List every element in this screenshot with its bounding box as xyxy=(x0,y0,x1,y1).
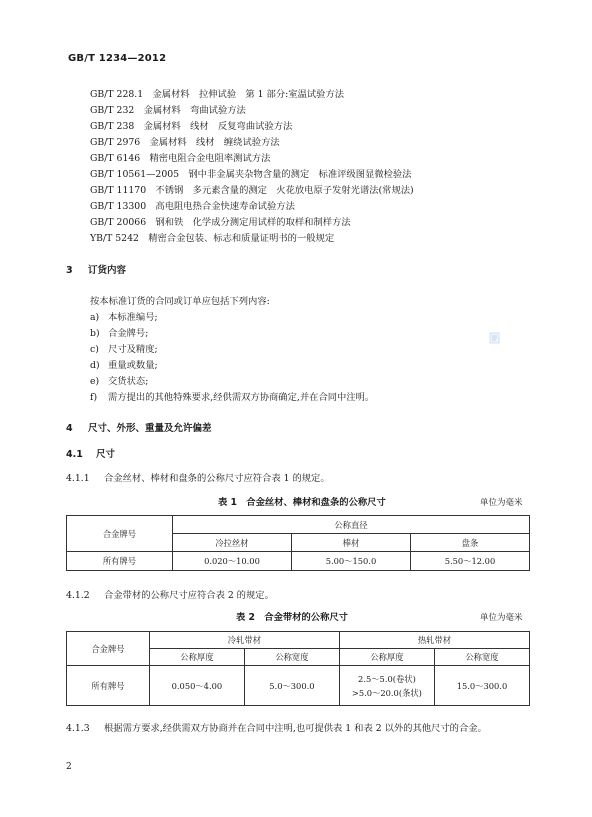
standard-ref: GB/T 238 金属材料 线材 反复弯曲试验方法 xyxy=(90,121,293,132)
list-letter: a) xyxy=(90,312,100,323)
table-cell-line: >5.0～20.0(条状) xyxy=(351,687,422,698)
table-cell: 5.0～300.0 xyxy=(244,666,339,706)
list-item xyxy=(90,309,158,323)
list-letter: c) xyxy=(90,344,99,355)
table-2 xyxy=(66,631,530,706)
table-row-label: 所有牌号 xyxy=(67,666,150,706)
clause-number: 4.1.2 xyxy=(66,590,90,601)
clause-number: 4.1.3 xyxy=(66,723,90,734)
table-1-unit: 单位为毫米 xyxy=(480,498,523,508)
clause-number: 4.1.1 xyxy=(66,473,90,484)
table-row-label: 所有牌号 xyxy=(67,552,173,571)
table-1-caption: 表 1 合金丝材、棒材和盘条的公称尺寸 xyxy=(218,497,386,508)
table-header-group-hot: 热轧带材 xyxy=(339,632,529,649)
page-number: 2 xyxy=(66,762,72,772)
document-header: GB/T 1234—2012 xyxy=(68,53,167,64)
section-number: 4 xyxy=(66,423,73,434)
standard-ref: GB/T 11170 不锈钢 多元素含量的测定 火花放电原子发射光谱法(常规法) xyxy=(90,185,414,196)
table-header-cell: 公称宽度 xyxy=(434,649,529,666)
clause-text: 合金带材的公称尺寸应符合表 2 的规定。 xyxy=(104,590,274,601)
table-header-group: 公称直径 xyxy=(172,516,529,534)
subsection-title: 尺寸 xyxy=(96,449,116,460)
table-header-cell: 公称厚度 xyxy=(149,649,244,666)
section-title: 尺寸、外形、重量及允许偏差 xyxy=(88,423,212,434)
standard-ref: GB/T 232 金属材料 弯曲试验方法 xyxy=(90,105,246,116)
standard-ref: YB/T 5242 精密合金包装、标志和质量证明书的一般规定 xyxy=(90,233,335,244)
table-1 xyxy=(66,515,530,571)
list-letter: b) xyxy=(90,328,100,339)
table-2-unit: 单位为毫米 xyxy=(480,613,523,623)
table-header-cell: 冷拉丝材 xyxy=(172,534,291,552)
table-cell: 15.0～300.0 xyxy=(434,666,529,706)
table-cell: 0.020～10.00 xyxy=(172,552,291,571)
list-item xyxy=(90,357,158,371)
table-header-cell: 棒材 xyxy=(291,534,410,552)
list-text: 交货状态; xyxy=(108,376,149,387)
subsection-4-1-heading xyxy=(66,446,115,460)
clause-text: 合金丝材、棒材和盘条的公称尺寸应符合表 1 的规定。 xyxy=(104,473,330,484)
section-3-intro: 按本标准订货的合同或订单应包括下列内容: xyxy=(90,296,270,307)
clause-text: 根据需方要求,经供需双方协商并在合同中注明,也可提供表 1 和表 2 以外的其他尺寸的合金。 xyxy=(104,723,487,734)
list-item xyxy=(90,373,148,387)
clause-4-1-1 xyxy=(66,470,330,484)
table-header-grade: 合金牌号 xyxy=(67,516,173,552)
list-item xyxy=(90,389,374,403)
table-row xyxy=(67,666,530,706)
list-text: 需方提出的其他特殊要求,经供需双方协商确定,并在合同中注明。 xyxy=(108,392,375,403)
table-cell-multiline xyxy=(339,666,434,706)
table-cell: 5.00～150.0 xyxy=(291,552,410,571)
clause-4-1-3 xyxy=(66,720,487,734)
standard-ref: GB/T 228.1 金属材料 拉伸试验 第 1 部分:室温试验方法 xyxy=(90,89,345,100)
section-title: 订货内容 xyxy=(88,265,127,276)
standard-ref: GB/T 13300 高电阻电热合金快速寿命试验方法 xyxy=(90,201,295,212)
list-text: 本标准编号; xyxy=(108,312,158,323)
table-row xyxy=(67,552,530,571)
table-cell: 0.050～4.00 xyxy=(149,666,244,706)
table-header-cell: 公称厚度 xyxy=(339,649,434,666)
list-item xyxy=(90,325,148,339)
table-header-grade: 合金牌号 xyxy=(67,632,150,666)
list-text: 合金牌号; xyxy=(108,328,149,339)
standard-ref: GB/T 6146 精密电阻合金电阻率测试方法 xyxy=(90,153,271,164)
list-letter: d) xyxy=(90,360,100,371)
table-2-caption: 表 2 合金带材的公称尺寸 xyxy=(236,612,348,623)
standard-ref: GB/T 20066 钢和铁 化学成分测定用试样的取样和制样方法 xyxy=(90,217,351,228)
table-header-cell: 公称宽度 xyxy=(244,649,339,666)
list-item xyxy=(90,341,158,355)
table-cell: 5.50～12.00 xyxy=(410,552,529,571)
list-letter: e) xyxy=(90,376,100,387)
table-cell-line: 2.5～5.0(卷状) xyxy=(358,673,416,684)
standard-ref: GB/T 2976 金属材料 线材 缠绕试验方法 xyxy=(90,137,280,148)
margin-mark-icon xyxy=(489,332,500,344)
list-letter: f) xyxy=(90,392,98,403)
table-header-cell: 盘条 xyxy=(410,534,529,552)
section-4-heading xyxy=(66,420,212,434)
standard-ref: GB/T 10561—2005 钢中非金属夹杂物含量的测定 标准评级图显微检验法 xyxy=(90,169,412,180)
section-number: 3 xyxy=(66,265,73,276)
table-header-group-cold: 冷轧带材 xyxy=(149,632,339,649)
section-3-heading xyxy=(66,262,126,276)
clause-4-1-2 xyxy=(66,587,274,601)
subsection-number: 4.1 xyxy=(66,449,83,460)
list-text: 重量或数量; xyxy=(108,360,158,371)
list-text: 尺寸及精度; xyxy=(108,344,158,355)
